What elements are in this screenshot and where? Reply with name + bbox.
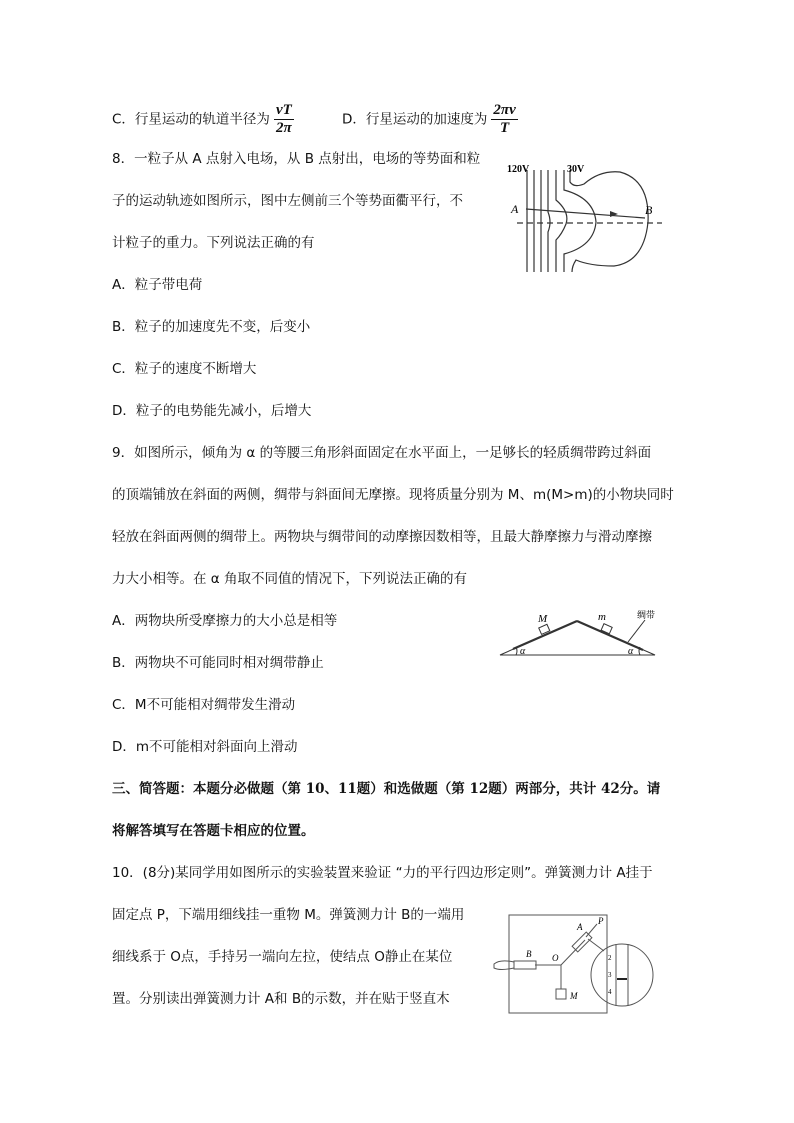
label-B: B <box>526 949 532 959</box>
scale-4: 4 <box>608 988 612 996</box>
q10-stem-3: 细线系于 O点，手持另一端向左拉，使结点 O静止在某位 <box>112 949 453 965</box>
label-m: m <box>598 611 606 623</box>
q8-option-a: A．粒子带电荷 <box>112 277 203 293</box>
label-M: M <box>538 613 548 625</box>
label-M: M <box>570 991 578 1001</box>
q8-option-b: B．粒子的加速度先不变，后变小 <box>112 319 311 335</box>
equipotential-figure <box>490 150 670 280</box>
label-ribbon: 绸带 <box>637 610 656 620</box>
q10-stem-1: 10．(8分)某同学用如图所示的实验装置来验证 “力的平行四边形定则”。弹簧测力计 A挂于 <box>112 865 653 881</box>
q10-stem-4: 置。分别读出弹簧测力计 A和 B的示数，并在贴于竖直木 <box>112 991 450 1007</box>
q9-stem-4: 力大小相等。在 α 角取不同值的情况下，下列说法正确的有 <box>112 571 467 587</box>
label-b: B <box>645 203 653 217</box>
q9-option-a: A．两物块所受摩擦力的大小总是相等 <box>112 613 338 629</box>
q8-stem-3: 计粒子的重力。下列说法正确的有 <box>112 235 315 251</box>
q9-stem-3: 轻放在斜面两侧的绸带上。两物块与绸带间的动摩擦因数相等，且最大静摩擦力与滑动摩擦 <box>112 529 652 545</box>
denominator: T <box>500 120 510 136</box>
label-120v: 120V <box>507 164 530 175</box>
label-P: P <box>598 916 604 926</box>
option-text: D．行星运动的加速度为 <box>342 111 488 128</box>
q7-option-c <box>112 102 294 137</box>
q9-stem-2: 的顶端铺放在斜面的两侧，绸带与斜面间无摩擦。现将质量分别为 M、m(M>m)的小物块同时 <box>112 487 674 503</box>
spring-scale-figure <box>480 895 680 1015</box>
q9-stem-1: 9．如图所示，倾角为 α 的等腰三角形斜面固定在水平面上，一足够长的轻质绸带跨过斜面 <box>112 445 652 461</box>
q9-option-b: B．两物块不可能同时相对绸带静止 <box>112 655 324 671</box>
numerator: vT <box>275 102 292 118</box>
label-a: A <box>511 202 519 216</box>
q8-stem-2: 子的运动轨迹如图所示，图中左侧前三个等势面衢平行，不 <box>112 193 463 209</box>
denominator: 2π <box>276 120 292 136</box>
section3-heading-2: 将解答填写在答题卡相应的位置。 <box>112 823 315 839</box>
option-text: C．行星运动的轨道半径为 <box>112 111 270 128</box>
label-30v: 30V <box>567 164 585 175</box>
fraction <box>274 102 294 137</box>
label-O: O <box>552 953 559 963</box>
scale-3: 3 <box>608 971 612 979</box>
q9-option-d: D．m不可能相对斜面向上滑动 <box>112 739 298 755</box>
q8-option-d: D．粒子的电势能先减小，后增大 <box>112 403 312 419</box>
q10-stem-2: 固定点 P，下端用细线挂一重物 M。弹簧测力计 B的一端用 <box>112 907 465 923</box>
scale-2: 2 <box>608 954 612 962</box>
q7-option-d <box>342 102 518 137</box>
section3-heading-1: 三、简答题：本题分必做题（第 10、11题）和选做题（第 12题）两部分，共计 42分。请 <box>112 781 661 797</box>
label-A: A <box>577 922 583 932</box>
incline-figure <box>480 600 660 670</box>
label-alpha-left: α <box>520 646 526 657</box>
fraction <box>491 102 517 137</box>
numerator: 2πv <box>493 102 516 118</box>
q9-option-c: C．M不可能相对绸带发生滑动 <box>112 697 296 713</box>
q8-stem-1: 8．一粒子从 A 点射入电场，从 B 点射出，电场的等势面和粒 <box>112 151 481 167</box>
label-alpha-right: α <box>628 646 634 657</box>
q8-option-c: C．粒子的速度不断增大 <box>112 361 257 377</box>
